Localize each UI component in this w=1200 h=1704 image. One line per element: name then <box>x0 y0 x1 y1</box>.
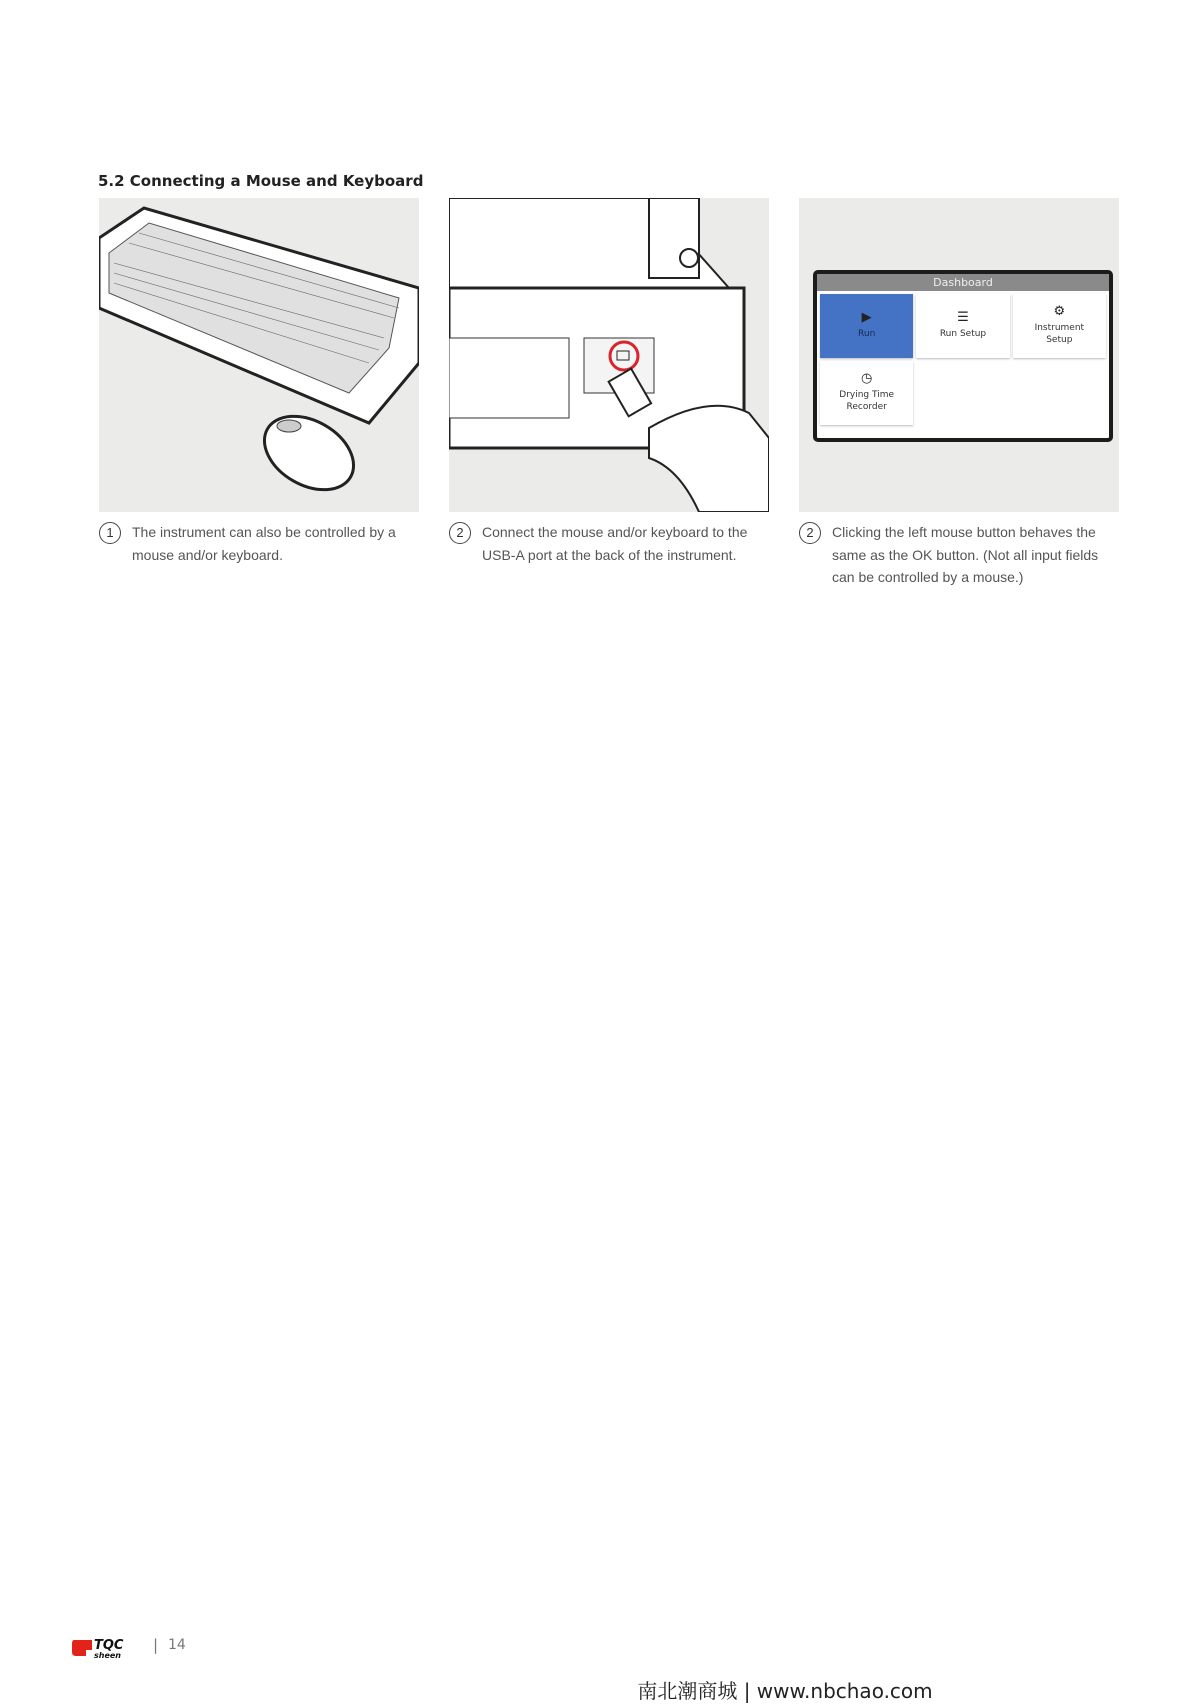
step-caption <box>99 521 419 566</box>
dashboard-title: Dashboard <box>817 274 1109 291</box>
step-number: 2 <box>449 522 471 544</box>
dashboard-screen <box>813 270 1113 442</box>
dashboard-screenshot-panel <box>799 198 1119 512</box>
svg-text:sheen: sheen <box>94 1651 122 1660</box>
footer-separator: | <box>153 1636 159 1654</box>
step-text: Clicking the left mouse button behaves the same as the OK button. (Not all input fields can be controlled by a mouse.) <box>832 524 1099 585</box>
tile-drying-time-recorder[interactable] <box>820 361 913 425</box>
step-caption <box>799 521 1119 589</box>
instrument-usb-image <box>449 198 769 512</box>
tile-run-setup[interactable] <box>916 294 1009 358</box>
step-text: Connect the mouse and/or keyboard to the USB-A port at the back of the instrument. <box>482 524 748 563</box>
tile-label: Run <box>858 329 876 339</box>
tile-run[interactable] <box>820 294 913 358</box>
play-icon: ▶ <box>861 310 872 325</box>
page-number: 14 <box>168 1637 186 1653</box>
clock-icon: ◷ <box>860 371 873 386</box>
step-text: The instrument can also be controlled by a mouse and/or keyboard. <box>132 524 396 563</box>
keyboard-mouse-image <box>99 198 419 512</box>
step-number: 2 <box>799 522 821 544</box>
tile-label: Drying Time Recorder <box>839 390 895 412</box>
tile-instrument-setup[interactable] <box>1013 294 1106 358</box>
step-number: 1 <box>99 522 121 544</box>
usb-port-illustration <box>449 198 769 512</box>
watermark-text: 南北潮商城 | www.nbchao.com <box>637 1679 933 1703</box>
gears-icon: ⚙ <box>1053 304 1066 319</box>
section-heading: 5.2 Connecting a Mouse and Keyboard <box>98 172 424 190</box>
step-caption <box>449 521 769 566</box>
tqc-sheen-logo <box>72 1636 142 1664</box>
svg-text:TQC: TQC <box>94 1638 124 1653</box>
tile-label: Run Setup <box>939 329 987 339</box>
keyboard-mouse-illustration <box>99 198 419 512</box>
sliders-icon: ☰ <box>957 310 969 325</box>
tile-label: Instrument Setup <box>1034 323 1085 345</box>
